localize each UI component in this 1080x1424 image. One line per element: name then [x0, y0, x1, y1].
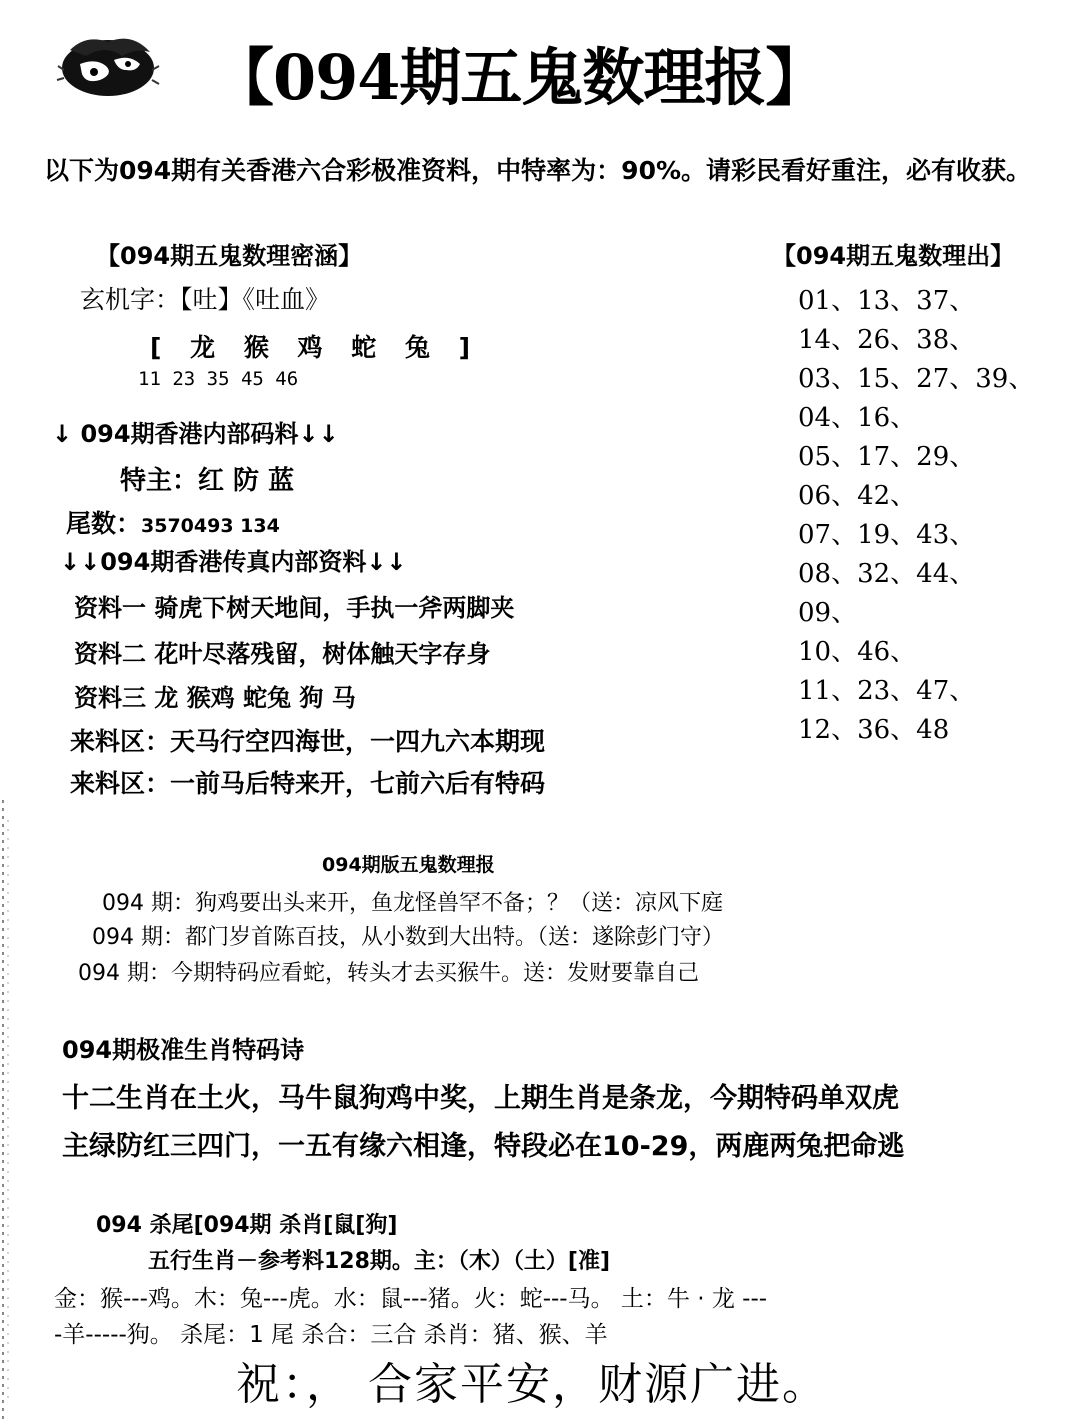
lailiao-line: 来料区：天马行空四海世，一四九六本期现 [70, 727, 546, 756]
ziliao-line: 资料三 龙 猴鸡 蛇兔 狗 马 [74, 684, 356, 712]
poem-line: 主绿防红三四门，一五有缘六相逢，特段必在10-29，两鹿两兔把命逃 [62, 1131, 905, 1162]
number-row: 14、26、38、 [798, 325, 976, 355]
ziliao-line: 资料二 花叶尽落残留，树体触天字存身 [74, 640, 491, 668]
numbers-heading: 【094期五鬼数理出】 [772, 242, 1015, 270]
hk-leak-heading: ↓ 094期香港内部码料↓↓ [52, 420, 339, 448]
number-row: 05、17、29、 [798, 442, 976, 472]
weishu-value: 3570493 134 [141, 515, 280, 537]
period-line: 094 期：狗鸡要出头来开，鱼龙怪兽罕不备；？（送：凉风下庭 [102, 891, 723, 916]
number-row: 03、15、27、39、 [798, 364, 1035, 394]
number-row: 10、46、 [798, 637, 917, 667]
number-row: 08、32、44、 [798, 559, 976, 589]
scan-edge-noise [0, 800, 14, 1420]
wuxing-line: 五行生肖－参考料128期。主：（木）（土）[准] [148, 1249, 611, 1274]
middle-title: 094期版五鬼数理报 [322, 854, 495, 876]
number-list [798, 282, 1034, 750]
number-row: 07、19、43、 [798, 520, 976, 550]
intro-text: 以下为094期有关香港六合彩极准资料，中特率为：90%。请彩民看好重注，必有收获。 [44, 156, 1032, 185]
zodiac-list: [ 龙 猴 鸡 蛇 兔 ] [150, 333, 481, 362]
elements-line: 金：猴---鸡。木：兔---虎。水：鼠---猪。火：蛇---马。 土：牛 · 龙 --- [54, 1286, 768, 1312]
number-row: 11、23、47、 [798, 676, 976, 706]
sha-line: 094 杀尾[094期 杀肖[鼠[狗] [96, 1213, 398, 1238]
xuanji-text: 玄机字：【吐】《吐血》 [80, 285, 331, 314]
blessing-text: 祝：， 合家平安，财源广进。 [236, 1359, 828, 1410]
hk-info-heading: ↓↓094期香港传真内部资料↓↓ [60, 548, 407, 576]
poem-line: 十二生肖在土火，马牛鼠狗鸡中奖，上期生肖是条龙，今期特码单双虎 [62, 1083, 899, 1114]
number-row: 09、 [798, 598, 858, 628]
period-line: 094 期：今期特码应看蛇，转头才去买猴牛。送：发财要靠自己 [78, 961, 699, 986]
lailiao-line: 来料区：一前马后特来开，七前六后有特码 [70, 769, 546, 798]
page-title: 【094期五鬼数理报】 [212, 41, 827, 114]
number-row: 01、13、37、 [798, 286, 976, 316]
ghost-logo-icon [56, 30, 160, 102]
zodiac-numbers: 11 23 35 45 46 [138, 368, 299, 390]
weishu-line [66, 504, 280, 540]
weishu-label: 尾数： [66, 509, 142, 538]
secret-heading: 【094期五鬼数理密涵】 [96, 242, 363, 270]
kill-line: -羊-----狗。 杀尾：1 尾 杀合：三合 杀肖：猪、猴、羊 [54, 1322, 608, 1348]
number-row: 06、42、 [798, 481, 917, 511]
poem-title: 094期极准生肖特码诗 [62, 1036, 305, 1064]
number-row: 12、36、48 [798, 715, 950, 745]
tezhu-text: 特主：红 防 蓝 [120, 466, 295, 496]
ziliao-line: 资料一 骑虎下树天地间，手执一斧两脚夹 [74, 594, 515, 622]
number-row: 04、16、 [798, 403, 917, 433]
period-line: 094 期：都门岁首陈百技，从小数到大出特。（送：遂除彭门守） [92, 925, 724, 950]
